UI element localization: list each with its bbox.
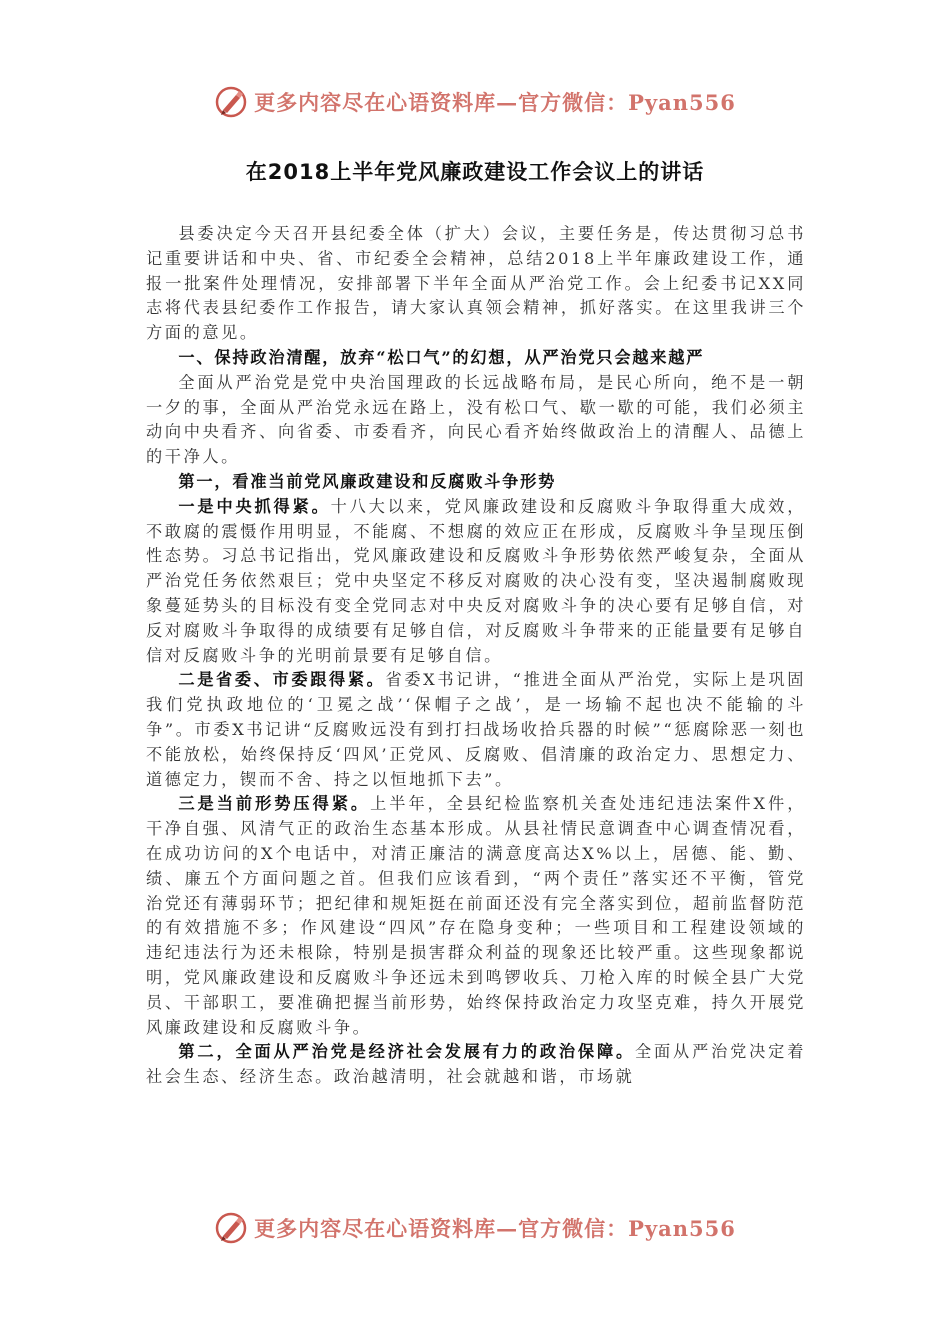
banner-text: 更多内容尽在心语资料库—官方微信：Pyan556	[254, 90, 736, 115]
paragraph: 二是省委、市委跟得紧。省委X书记讲，“推进全面从严治党，实际上是巩固我们党执政地位的‘卫冕之战’‘保帽子之战’，是一场输不起也决不能输的斗争”。市委X书记讲“反腐败远没有到打扫战场收拾兵器的时候”“惩腐除恶一刻也不能放松，始终保持反‘四风’正党风、反腐败、倡清廉的政治定力、思想定力、道德定力，锲而不舍、持之以恒地抓下去”。	[146, 670, 806, 789]
paragraph: 县委决定今天召开县纪委全体（扩大）会议，主要任务是，传达贯彻习总书记重要讲话和中央、省、市纪委全会精神，总结2018上半年廉政建设工作，通报一批案件处理情况，安排部署下半年全面从严治党工作。会上纪委书记XX同志将代表县纪委作工作报告，请大家认真领会精神，抓好落实。在这里我讲三个方面的意见。	[146, 224, 806, 343]
pen-circle-icon	[214, 85, 248, 119]
pen-circle-icon	[214, 1211, 248, 1245]
paragraph-lead: 一是中央抓得紧。	[178, 496, 331, 516]
banner-text: 更多内容尽在心语资料库—官方微信：Pyan556	[254, 1216, 736, 1241]
footer-banner	[0, 1206, 950, 1250]
document-title: 在2018上半年党风廉政建设工作会议上的讲话	[245, 160, 705, 184]
paragraph: 一是中央抓得紧。十八大以来，党风廉政建设和反腐败斗争取得重大成效，不敢腐的震慑作用明显，不能腐、不想腐的效应正在形成，反腐败斗争呈现压倒性态势。习总书记指出，党风廉政建设和反腐败斗争形势依然严峻复杂，全面从严治党任务依然艰巨；党中央坚定不移反对腐败的决心没有变，坚决遏制腐败现象蔓延势头的目标没有变全党同志对中央反对腐败斗争的决心要有足够自信，对反对腐败斗争取得的成绩要有足够自信，对反腐败斗争带来的正能量要有足够自信对反腐败斗争的光明前景要有足够自信。	[146, 496, 806, 665]
document-body	[146, 222, 806, 1090]
subsection-heading: 第一，看准当前党风廉政建设和反腐败斗争形势	[178, 471, 557, 491]
paragraph-lead: 第二，全面从严治党是经济社会发展有力的政治保障。	[178, 1042, 635, 1062]
paragraph-lead: 三是当前形势压得紧。	[178, 794, 371, 814]
header-banner	[0, 80, 950, 124]
paragraph: 全面从严治党是党中央治国理政的长远战略布局，是民心所向，绝不是一朝一夕的事，全面从严治党永远在路上，没有松口气、歇一歇的可能，我们必须主动向中央看齐、向省委、市委看齐，向民心看齐始终做政治上的清醒人、品德上的干净人。	[146, 372, 806, 467]
section-heading: 一、保持政治清醒，放弃“松口气”的幻想，从严治党只会越来越严	[178, 347, 705, 367]
paragraph: 第二，全面从严治党是经济社会发展有力的政治保障。全面从严治党决定着社会生态、经济生态。政治越清明，社会就越和谐，市场就	[146, 1042, 806, 1087]
paragraph: 三是当前形势压得紧。上半年，全县纪检监察机关查处违纪违法案件X件，干净自强、风清气正的政治生态基本形成。从县社情民意调查中心调查情况看，在成功访问的X个电话中，对清正廉洁的满意度高达X%以上，居德、能、勤、绩、廉五个方面问题之首。但我们应该看到，“两个责任”落实还不平衡，管党治党还有薄弱环节；把纪律和规矩挺在前面还没有完全落实到位，超前监督防范的有效措施不多；作风建设“四风”存在隐身变种；一些项目和工程建设领域的违纪违法行为还未根除，特别是损害群众利益的现象还比较严重。这些现象都说明，党风廉政建设和反腐败斗争还远未到鸣锣收兵、刀枪入库的时候全县广大党员、干部职工，要准确把握当前形势，始终保持政治定力攻坚克难，持久开展党风廉政建设和反腐败斗争。	[146, 794, 806, 1037]
paragraph-lead: 二是省委、市委跟得紧。	[178, 670, 386, 690]
